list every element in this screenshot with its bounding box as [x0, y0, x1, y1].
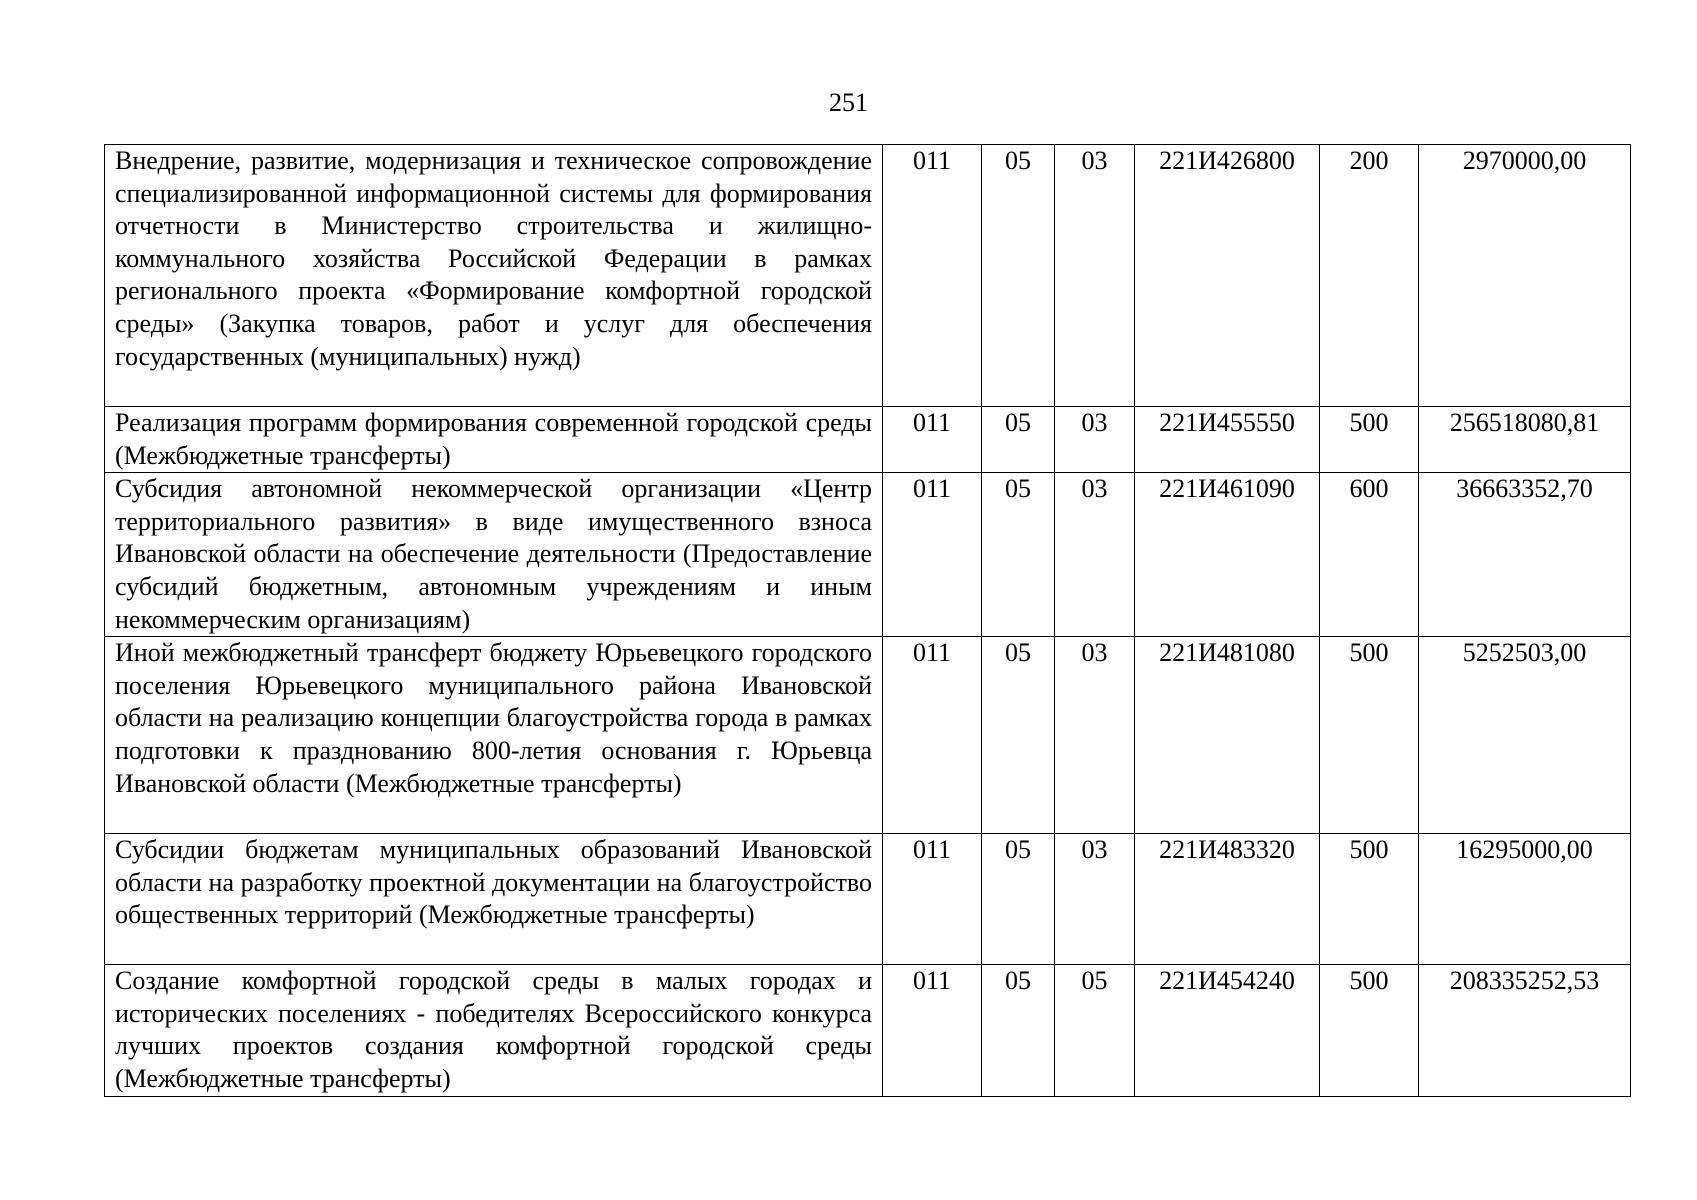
ministry-code-cell: 011 — [883, 637, 982, 834]
target-article-cell: 221И426800 — [1135, 145, 1320, 407]
expense-type-cell: 600 — [1320, 473, 1419, 637]
amount-cell: 256518080,81 — [1419, 407, 1631, 473]
expense-name-cell: Иной межбюджетный трансферт бюджету Юрьевецкого городского поселения Юрьевецкого муниципального района Ивановской области на реализацию концепции благоустройства города в рамках подготовки к празднованию 800-летия основания г. Юрьевца Ивановской области (Межбюджетные трансферты) — [105, 637, 883, 834]
page-number: 251 — [829, 88, 868, 117]
subsection-code-cell: 03 — [1055, 637, 1135, 834]
target-article-cell: 221И455550 — [1135, 407, 1320, 473]
amount-cell: 16295000,00 — [1419, 834, 1631, 965]
target-article-cell: 221И481080 — [1135, 637, 1320, 834]
amount-cell: 36663352,70 — [1419, 473, 1631, 637]
table-row — [105, 637, 1631, 834]
section-code-cell: 05 — [982, 473, 1055, 637]
section-code-cell: 05 — [982, 965, 1055, 1096]
subsection-code-cell: 03 — [1055, 145, 1135, 407]
table-row — [105, 145, 1631, 407]
amount-cell: 2970000,00 — [1419, 145, 1631, 407]
table-row — [105, 965, 1631, 1096]
target-article-cell: 221И461090 — [1135, 473, 1320, 637]
section-code-cell: 05 — [982, 407, 1055, 473]
subsection-code-cell: 03 — [1055, 407, 1135, 473]
expense-name-cell: Субсидия автономной некоммерческой организации «Центр территориального развития» в виде имущественного взноса Ивановской области на обеспечение деятельности (Предоставление субсидий бюджетным, автономным учреждениям и иным некоммерческим организациям) — [105, 473, 883, 637]
ministry-code-cell: 011 — [883, 834, 982, 965]
expense-name-cell: Реализация программ формирования современной городской среды (Межбюджетные трансферты) — [105, 407, 883, 473]
expense-type-cell: 500 — [1320, 637, 1419, 834]
table-row — [105, 407, 1631, 473]
amount-cell: 208335252,53 — [1419, 965, 1631, 1096]
expense-type-cell: 500 — [1320, 834, 1419, 965]
target-article-cell: 221И454240 — [1135, 965, 1320, 1096]
section-code-cell: 05 — [982, 145, 1055, 407]
expense-name-cell: Субсидии бюджетам муниципальных образований Ивановской области на разработку проектной документации на благоустройство общественных территорий (Межбюджетные трансферты) — [105, 834, 883, 965]
ministry-code-cell: 011 — [883, 407, 982, 473]
amount-cell: 5252503,00 — [1419, 637, 1631, 834]
expense-name-cell: Создание комфортной городской среды в малых городах и исторических поселениях - победителях Всероссийского конкурса лучших проектов создания комфортной городской среды (Межбюджетные трансферты) — [105, 965, 883, 1096]
expense-type-cell: 500 — [1320, 407, 1419, 473]
section-code-cell: 05 — [982, 834, 1055, 965]
ministry-code-cell: 011 — [883, 473, 982, 637]
expense-type-cell: 200 — [1320, 145, 1419, 407]
subsection-code-cell: 03 — [1055, 473, 1135, 637]
table-row — [105, 834, 1631, 965]
target-article-cell: 221И483320 — [1135, 834, 1320, 965]
expense-type-cell: 500 — [1320, 965, 1419, 1096]
expense-name-cell: Внедрение, развитие, модернизация и техническое сопровождение специализированной информационной системы для формирования отчетности в Министерство строительства и жилищно-коммунального хозяйства Российской Федерации в рамках регионального проекта «Формирование комфортной городской среды» (Закупка товаров, работ и услуг для обеспечения государственных (муниципальных) нужд) — [105, 145, 883, 407]
section-code-cell: 05 — [982, 637, 1055, 834]
ministry-code-cell: 011 — [883, 965, 982, 1096]
subsection-code-cell: 03 — [1055, 834, 1135, 965]
subsection-code-cell: 05 — [1055, 965, 1135, 1096]
budget-table — [104, 144, 1631, 1097]
table-row — [105, 473, 1631, 637]
ministry-code-cell: 011 — [883, 145, 982, 407]
